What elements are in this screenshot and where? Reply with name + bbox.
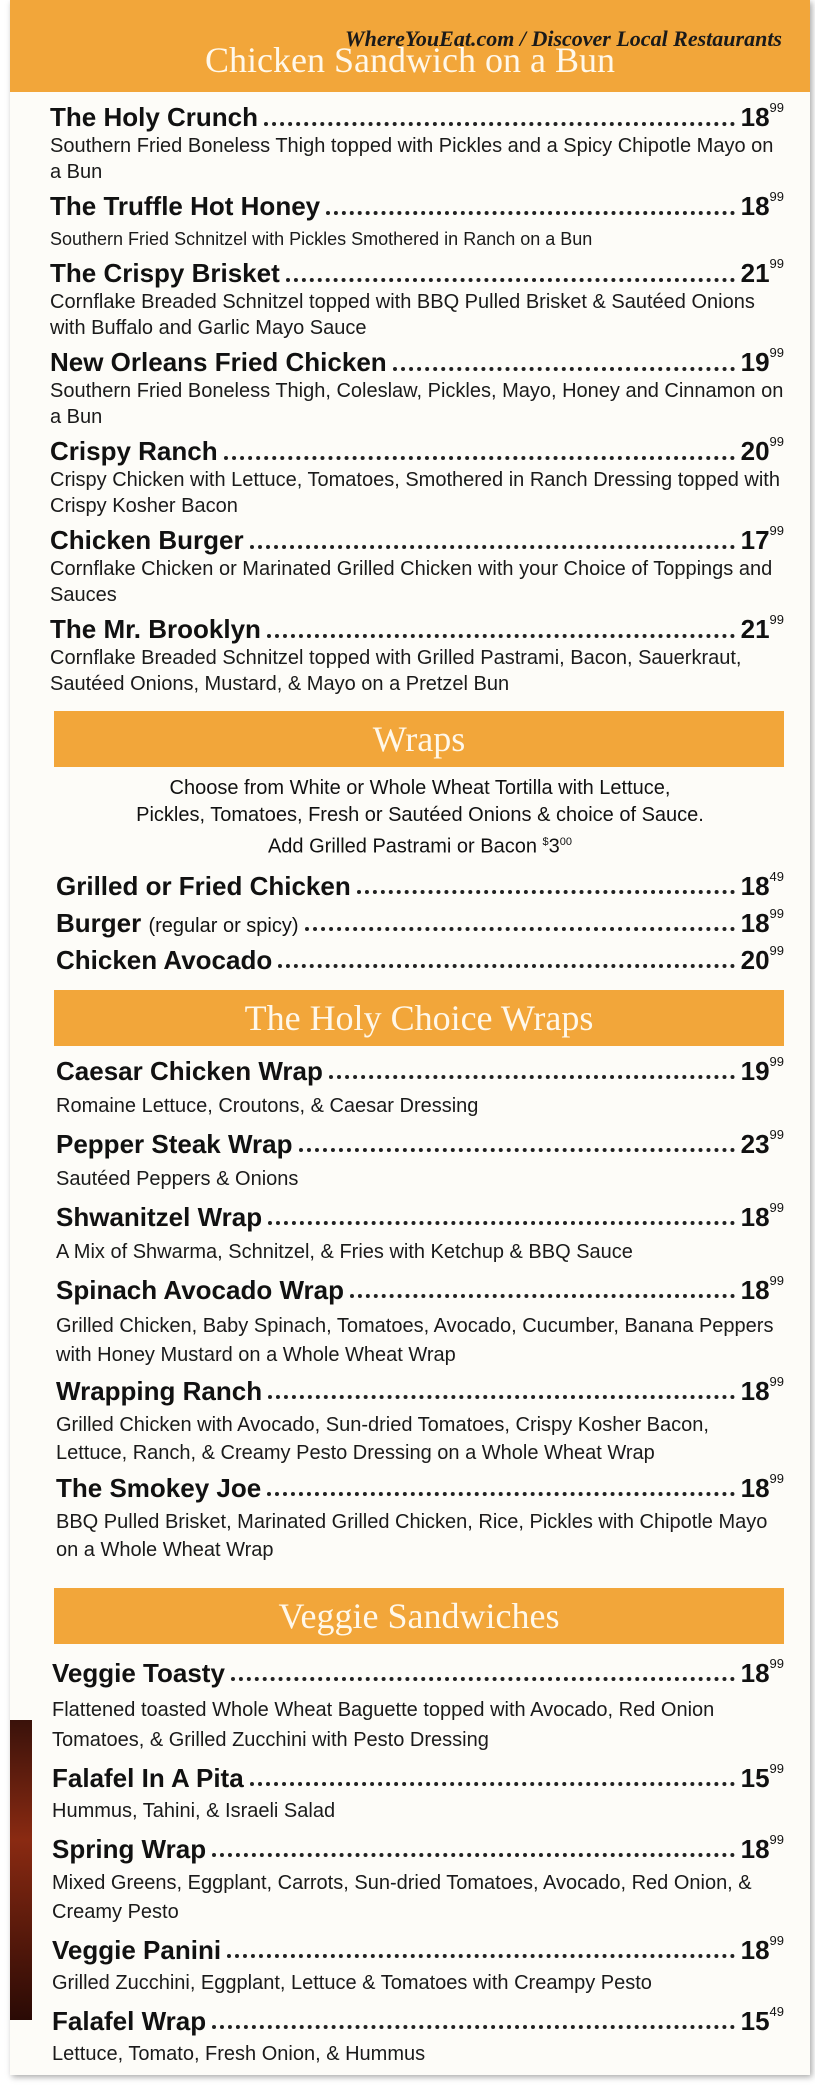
menu-item: [52, 1831, 784, 1927]
leader-dots: [268, 1395, 735, 1399]
photo-edge: [10, 1720, 32, 2020]
item-price: $18^{49}$: [740, 868, 784, 901]
leader-dots: [299, 1148, 735, 1152]
menu-item: [50, 436, 784, 519]
item-price: $20^{99}$: [740, 434, 784, 466]
section-title-wraps: Wraps: [54, 711, 784, 767]
menu-item: [50, 191, 784, 252]
item-price: $18^{99}$: [740, 905, 784, 938]
leader-dots: [286, 278, 735, 282]
wraps-intro: Choose from White or Whole Wheat Tortilla with Lettuce, Pickles, Tomatoes, Fresh or Sautéed Onions & choice of Sauce. Add Grilled Pastrami or Bacon $^{\$}3^{00}$: [136, 777, 704, 858]
item-name: Shwanitzel Wrap: [56, 1201, 263, 1232]
item-name: Falafel Wrap: [52, 2005, 207, 2036]
item-description: Grilled Chicken, Baby Spinach, Tomatoes, Avocado, Cucumber, Banana Peppers with Honey Mustard on a Whole Wheat Wrap: [56, 1314, 774, 1366]
item-price: $21^{99}$: [740, 256, 784, 288]
veggie-sandwiches-section: [10, 1644, 810, 2067]
item-name: Falafel In A Pita: [52, 1762, 244, 1793]
item-name: Wrapping Ranch: [56, 1375, 263, 1406]
menu-item: [56, 1272, 784, 1370]
item-description: Southern Fried Schnitzel with Pickles Smothered in Ranch on a Bun: [50, 229, 593, 249]
menu-item: [56, 1199, 784, 1265]
menu-item: [50, 347, 784, 430]
item-description: BBQ Pulled Brisket, Marinated Grilled Chicken, Rice, Pickles with Chipotle Mayo on a Whole Wheat Wrap: [56, 1510, 768, 1561]
item-price: $18^{99}$: [740, 1932, 784, 1965]
item-price: $17^{99}$: [740, 523, 784, 555]
item-name: Chicken Burger: [50, 525, 244, 555]
item-name: Veggie Panini: [52, 1934, 222, 1965]
item-description: Cornflake Breaded Schnitzel topped with Grilled Pastrami, Bacon, Sauerkraut, Sautéed Onions, Mustard, & Mayo on a Pretzel Bun: [50, 647, 742, 695]
menu-item: [52, 1760, 784, 1824]
item-price: $18^{99}$: [740, 1373, 784, 1406]
item-description: Southern Fried Boneless Thigh topped with Pickles and a Spicy Chipotle Mayo on a Bun: [50, 135, 774, 183]
menu-item: [56, 905, 784, 939]
leader-dots: [326, 211, 734, 215]
section-title-holy-choice-wraps: The Holy Choice Wraps: [54, 990, 784, 1046]
item-price: $18^{99}$: [740, 189, 784, 221]
section-title-veggie-sandwiches: Veggie Sandwiches: [54, 1588, 784, 1644]
item-name: Caesar Chicken Wrap: [56, 1055, 323, 1086]
item-description: Sautéed Peppers & Onions: [56, 1167, 299, 1190]
item-description: Grilled Chicken with Avocado, Sun-dried Tomatoes, Crispy Kosher Bacon, Lettuce, Ranch, & Creamy Pesto Dressing on a Whole Wheat Wrap: [56, 1413, 709, 1464]
menu-item: [50, 102, 784, 185]
leader-dots: [264, 122, 735, 126]
item-description: Crispy Chicken with Lettuce, Tomatoes, Smothered in Ranch Dressing topped with Crispy Kosher Bacon: [50, 469, 780, 517]
item-name: The Truffle Hot Honey: [50, 191, 321, 221]
item-price: $18^{99}$: [740, 1199, 784, 1232]
item-price: $19^{99}$: [740, 345, 784, 377]
item-price: $15^{49}$: [740, 2003, 784, 2036]
item-name: New Orleans Fried Chicken: [50, 347, 387, 377]
item-price: $20^{99}$: [740, 942, 784, 975]
leader-dots: [393, 367, 735, 371]
item-description: Southern Fried Boneless Thigh, Coleslaw, Pickles, Mayo, Honey and Cinnamon on a Bun: [50, 380, 784, 428]
leader-dots: [227, 1954, 735, 1958]
item-description: Grilled Zucchini, Eggplant, Lettuce & Tomatoes with Creampy Pesto: [52, 1971, 652, 1994]
item-name: The Mr. Brooklyn: [50, 614, 261, 644]
menu-item: [56, 1126, 784, 1192]
item-price: $15^{99}$: [740, 1760, 784, 1793]
leader-dots: [350, 1294, 735, 1298]
item-price: $18^{99}$: [740, 1470, 784, 1503]
menu-item: [52, 2003, 784, 2067]
item-name: Chicken Avocado: [56, 944, 273, 975]
item-name: Pepper Steak Wrap: [56, 1128, 293, 1159]
item-description: A Mix of Shwarma, Schnitzel, & Fries with Ketchup & BBQ Sauce: [56, 1240, 633, 1263]
watermark: WhereYouEat.com / Discover Local Restaurants: [345, 26, 782, 51]
item-description: Mixed Greens, Eggplant, Carrots, Sun-dried Tomatoes, Avocado, Red Onion, & Creamy Pesto: [52, 1871, 752, 1923]
item-description: Cornflake Chicken or Marinated Grilled Chicken with your Choice of Toppings and Sauces: [50, 558, 773, 606]
leader-dots: [357, 890, 735, 894]
menu-item: [52, 1932, 784, 1996]
leader-dots: [212, 2025, 734, 2029]
menu-item: [56, 1373, 784, 1467]
item-price: $18^{99}$: [740, 100, 784, 132]
item-description: Romaine Lettuce, Croutons, & Caesar Dressing: [56, 1094, 479, 1117]
item-description: Flattened toasted Whole Wheat Baguette topped with Avocado, Red Onion Tomatoes, & Grilled Zucchini with Pesto Dressing: [52, 1698, 715, 1751]
item-description: Cornflake Breaded Schnitzel topped with BBQ Pulled Brisket & Sautéed Onions with Buffalo and Garlic Mayo Sauce: [50, 291, 755, 339]
holy-choice-wraps-section: [10, 1046, 810, 1564]
item-name: Burger (regular or spicy): [56, 907, 299, 938]
leader-dots: [250, 545, 735, 549]
leader-dots: [267, 1492, 734, 1496]
leader-dots: [329, 1075, 735, 1079]
item-price: $23^{99}$: [740, 1126, 784, 1159]
section-title-chicken-sandwich: Chicken Sandwich on a Bun: [10, 0, 810, 92]
item-price: $19^{99}$: [740, 1053, 784, 1086]
leader-dots: [268, 1221, 735, 1225]
item-description: Hummus, Tahini, & Israeli Salad: [52, 1799, 336, 1822]
menu-item: [50, 258, 784, 341]
menu-item: [56, 1470, 784, 1564]
leader-dots: [305, 927, 735, 931]
leader-dots: [278, 964, 734, 968]
item-name: Crispy Ranch: [50, 436, 218, 466]
item-name: The Smokey Joe: [56, 1472, 262, 1503]
item-name: Veggie Toasty: [52, 1657, 225, 1688]
item-name: Spring Wrap: [52, 1833, 207, 1864]
item-description: Lettuce, Tomato, Fresh Onion, & Hummus: [52, 2042, 426, 2065]
menu-item: [56, 868, 784, 902]
item-price: $18^{99}$: [740, 1655, 784, 1688]
leader-dots: [231, 1677, 735, 1681]
menu-item: [56, 942, 784, 976]
menu-page: [10, 0, 810, 2075]
menu-item: [56, 1053, 784, 1119]
menu-item: [52, 1655, 784, 1755]
item-name: Grilled or Fried Chicken: [56, 870, 351, 901]
chicken-sandwich-section: [10, 92, 810, 697]
wraps-section: [10, 775, 810, 976]
leader-dots: [267, 634, 735, 638]
item-price: $21^{99}$: [740, 612, 784, 644]
item-price: $18^{99}$: [740, 1272, 784, 1305]
leader-dots: [224, 456, 735, 460]
leader-dots: [212, 1853, 735, 1857]
menu-item: [50, 525, 784, 608]
item-name: The Crispy Brisket: [50, 258, 280, 288]
item-name: Spinach Avocado Wrap: [56, 1274, 344, 1305]
item-price: $18^{99}$: [740, 1831, 784, 1864]
item-name: The Holy Crunch: [50, 102, 259, 132]
menu-item: [50, 614, 784, 697]
leader-dots: [250, 1782, 735, 1786]
